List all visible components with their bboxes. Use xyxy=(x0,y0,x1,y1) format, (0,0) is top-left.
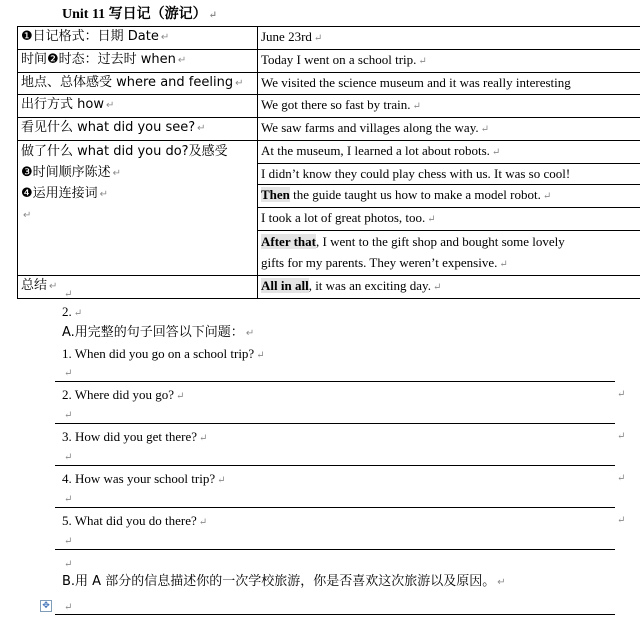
table-row xyxy=(18,27,640,50)
table-cell-example: We saw farms and villages along the way. ↵ xyxy=(258,118,640,141)
table-cell-label: 时间❷时态：过去时 when ↵ xyxy=(18,50,258,73)
answer-line-4[interactable]: ↵ xyxy=(64,494,73,505)
linking-word: Then xyxy=(261,187,290,202)
table-row xyxy=(18,118,640,141)
answer-underline xyxy=(55,614,615,615)
answer-line-3[interactable]: ↵ xyxy=(64,452,73,463)
table-row xyxy=(18,95,640,118)
question-4: 4. How was your school trip? ↵ xyxy=(62,471,226,486)
answer-underline xyxy=(55,465,615,466)
question-5: 5. What did you do there? ↵ xyxy=(62,513,208,528)
empty-paragraph: ↵ xyxy=(64,289,73,300)
table-cell-label: 地点、总体感受 where and feeling ↵ xyxy=(18,73,258,95)
answer-line-2[interactable]: ↵ xyxy=(64,410,73,421)
table-move-handle-icon[interactable]: ✥ xyxy=(40,600,52,612)
table-cell-label: 看见什么 what did you see? ↵ xyxy=(18,118,258,141)
table-cell-example: I didn’t know they could play chess with us. It was so cool! xyxy=(258,164,640,185)
answer-underline xyxy=(55,549,615,550)
table-cell-label: 做了什么 what did you do?及感受 ❸时间顺序陈述 ↵ ❹运用连接词 ↵ ↵ xyxy=(18,141,258,276)
paragraph-mark: ↵ xyxy=(617,431,626,442)
table-cell-example: June 23rd ↵ xyxy=(258,27,640,50)
table-row xyxy=(18,73,640,95)
table-row xyxy=(18,50,640,73)
page-title: Unit 11 写日记（游记） ↵ xyxy=(62,7,218,22)
paragraph-mark: ↵ xyxy=(617,389,626,400)
paragraph-mark: ↵ xyxy=(208,10,218,21)
table-cell-example: We visited the science museum and it was really interesting xyxy=(258,73,640,95)
table-cell-example: At the museum, I learned a lot about robots. ↵ xyxy=(258,141,640,164)
paragraph-mark: ↵ xyxy=(617,515,626,526)
answer-line-b[interactable]: ↵ xyxy=(64,602,73,613)
table-cell-example: All in all, it was an exciting day. ↵ xyxy=(258,276,640,299)
part-a-title: A.用完整的句子回答以下问题： ↵ xyxy=(62,325,255,340)
answer-underline xyxy=(55,507,615,508)
table-cell-example: Today I went on a school trip. ↵ xyxy=(258,50,640,73)
answer-underline xyxy=(55,381,615,382)
answer-line-5[interactable]: ↵ xyxy=(64,536,73,547)
table-cell-label: 出行方式 how ↵ xyxy=(18,95,258,118)
question-3: 3. How did you get there? ↵ xyxy=(62,429,208,444)
table-cell-example: After that, I went to the gift shop and bought some lovely gifts for my parents. They weren’t expensive. ↵ xyxy=(258,231,640,276)
linking-word: All in all xyxy=(261,278,309,293)
table-cell-example: I took a lot of great photos, too. ↵ xyxy=(258,208,640,231)
table-cell-example: We got there so fast by train. ↵ xyxy=(258,95,640,118)
part-b-title: B.用 A 部分的信息描述你的一次学校旅游，你是否喜欢这次旅游以及原因。 ↵ xyxy=(62,574,506,589)
section-number: 2. ↵ xyxy=(62,304,83,319)
table-cell-example: Then the guide taught us how to make a model robot. ↵ xyxy=(258,185,640,208)
linking-word: After that xyxy=(261,234,316,249)
empty-paragraph: ↵ xyxy=(64,559,73,570)
table-cell-label: ❶日记格式：日期 Date ↵ xyxy=(18,27,258,50)
table-cell-label: 总结 ↵ xyxy=(18,276,258,299)
question-2: 2. Where did you go? ↵ xyxy=(62,387,185,402)
diary-outline-table xyxy=(17,26,640,299)
table-row xyxy=(18,276,640,299)
question-1: 1. When did you go on a school trip? ↵ xyxy=(62,346,265,361)
paragraph-mark: ↵ xyxy=(617,473,626,484)
answer-line-1[interactable]: ↵ xyxy=(64,368,73,379)
table-row xyxy=(18,141,640,164)
answer-underline xyxy=(55,423,615,424)
